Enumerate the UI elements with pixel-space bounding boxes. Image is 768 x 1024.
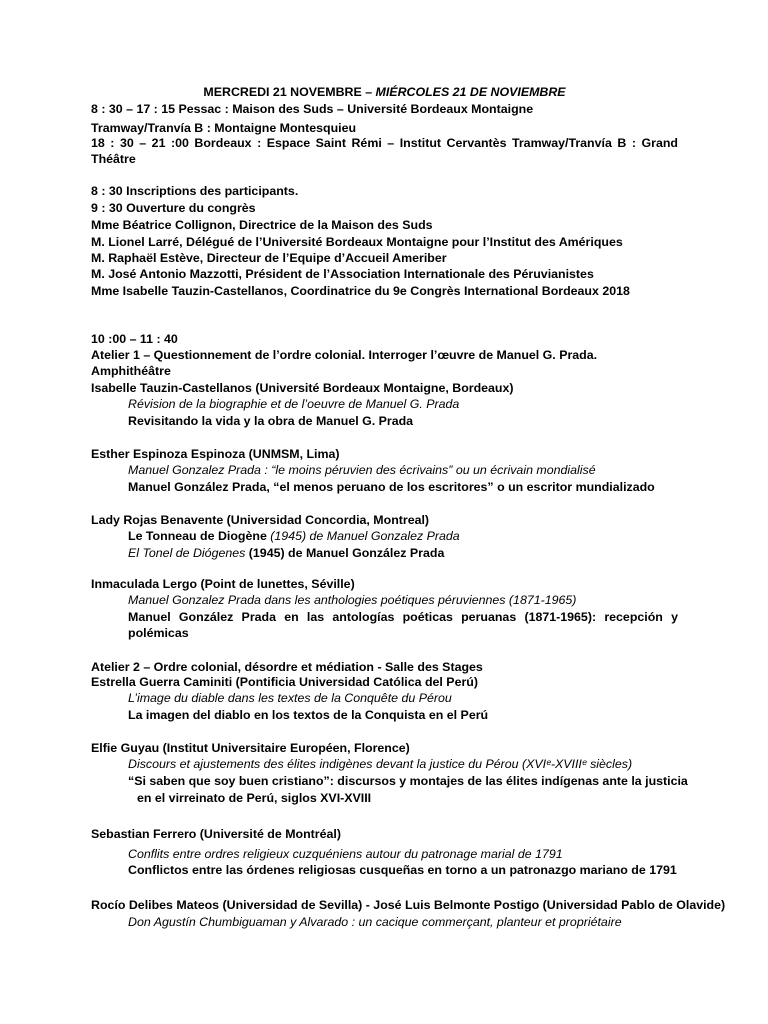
talk-title-es: Manuel González Prada, “el menos peruano de los escritores” o un escritor mundializado — [128, 480, 655, 494]
talk-title-es-continued: en el virreinato de Perú, siglos XVI-XVIII — [137, 791, 372, 805]
opening-speaker: M. Lionel Larré, Délégué de l’Université Bordeaux Montaigne pour l’Institut des Amériques — [91, 235, 623, 249]
talk-speaker: Isabelle Tauzin-Castellanos (Université Bordeaux Montaigne, Bordeaux) — [91, 381, 514, 395]
talk-speaker: Lady Rojas Benavente (Universidad Concordia, Montreal) — [91, 513, 430, 527]
atelier1-title: Atelier 1 – Questionnement de l’ordre colonial. Interroger l’œuvre de Manuel G. Prada. — [91, 348, 598, 362]
talk-speaker: Estrella Guerra Caminiti (Pontificia Universidad Católica del Perú) — [91, 675, 478, 689]
tram-pessac: Tramway/Tranvía B : Montaigne Montesquieu — [91, 121, 357, 135]
venue-pessac: 8 : 30 – 17 : 15 Pessac : Maison des Suds – Université Bordeaux Montaigne — [91, 102, 534, 116]
atelier2-title: Atelier 2 – Ordre colonial, désordre et médiation - Salle des Stages — [91, 660, 483, 674]
talk-title-fr: Manuel Gonzalez Prada : “le moins péruvien des écrivains” ou un écrivain mondialisé — [128, 463, 596, 477]
talk-speaker: Rocío Delibes Mateos (Universidad de Sevilla) - José Luis Belmonte Postigo (Universidad Pablo de Olavide) — [91, 898, 726, 912]
talk-title-es-rest: (1945) de Manuel González Prada — [245, 546, 445, 560]
talk-speaker: Sebastian Ferrero (Université de Montréal) — [91, 827, 341, 841]
day-heading — [91, 84, 678, 100]
talk-title-fr-main: Le Tonneau de Diogène — [128, 529, 267, 543]
talk-title-es: Manuel González Prada en las antologías poéticas peruanas (1871-1965): recepción y polémicas — [128, 610, 678, 640]
talk-speaker: Elfie Guyau (Institut Universitaire Européen, Florence) — [91, 741, 410, 755]
atelier1-room: Amphithéâtre — [91, 364, 171, 378]
talk-title-fr — [128, 528, 678, 544]
talk-title-fr: Conflits entre ordres religieux cuzquéniens autour du patronage marial de 1791 — [128, 847, 563, 861]
talk-title-es-main: El Tonel de Diógenes — [128, 546, 246, 560]
talk-title-es: Revisitando la vida y la obra de Manuel G. Prada — [128, 414, 414, 428]
opening-line: 9 : 30 Ouverture du congrès — [91, 201, 256, 215]
talk-title-fr: Révision de la biographie et de l’oeuvre de Manuel G. Prada — [128, 397, 460, 411]
day-heading-es: MIÉRCOLES 21 DE NOVIEMBRE — [375, 85, 566, 99]
registration-line: 8 : 30 Inscriptions des participants. — [91, 184, 299, 198]
talk-title-fr: Discours et ajustements des élites indigènes devant la justice du Pérou (XVIᵉ-XVIIIᵉ siècles) — [128, 757, 633, 771]
talk-title-fr-rest: (1945) de Manuel Gonzalez Prada — [266, 529, 460, 543]
talk-title-fr: L’image du diable dans les textes de la Conquête du Pérou — [128, 691, 452, 705]
talk-speaker: Esther Espinoza Espinoza (UNMSM, Lima) — [91, 447, 340, 461]
talk-speaker: Inmaculada Lergo (Point de lunettes, Séville) — [91, 577, 355, 591]
talk-title-es — [128, 545, 678, 561]
talk-title-es: “Si saben que soy buen cristiano”: discursos y montajes de las élites indígenas ante la justicia — [128, 774, 688, 788]
day-heading-fr: MERCREDI 21 NOVEMBRE – — [203, 85, 373, 99]
opening-speaker: M. Raphaël Estève, Directeur de l’Equipe d’Accueil Ameriber — [91, 251, 447, 265]
opening-speaker: Mme Béatrice Collignon, Directrice de la Maison des Suds — [91, 218, 433, 232]
opening-speaker: Mme Isabelle Tauzin-Castellanos, Coordinatrice du 9e Congrès International Bordeaux 2018 — [91, 284, 630, 298]
opening-speaker: M. José Antonio Mazzotti, Président de l’Association Internationale des Péruvianistes — [91, 267, 594, 281]
talk-title-fr: Manuel Gonzalez Prada dans les anthologies poétiques péruviennes (1871-1965) — [128, 593, 577, 607]
talk-title-es: La imagen del diablo en los textos de la Conquista en el Perú — [128, 708, 489, 722]
session-time: 10 :00 – 11 : 40 — [91, 332, 178, 346]
talk-title-es: Conflictos entre las órdenes religiosas cusqueñas en torno a un patronazgo mariano de 1791 — [128, 863, 677, 877]
talk-title-fr: Don Agustín Chumbiguaman y Alvarado : un cacique commerçant, planteur et propriétaire — [128, 915, 622, 929]
venue-bordeaux: 18 : 30 – 21 :00 Bordeaux : Espace Saint Rémi – Institut Cervantès Tramway/Tranvía B : Grand Théâtre — [91, 136, 678, 166]
